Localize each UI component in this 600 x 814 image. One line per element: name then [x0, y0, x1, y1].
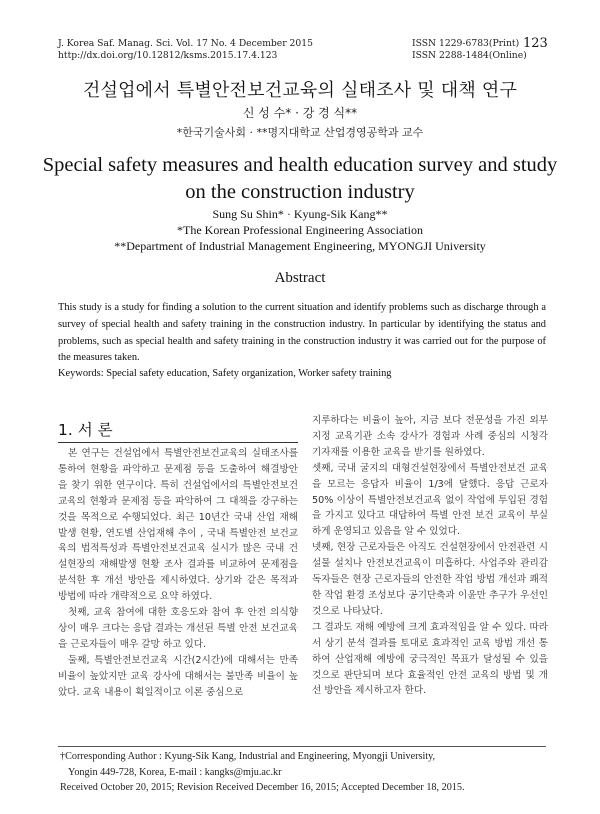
paragraph: 그 결과도 재해 예방에 크게 효과적임을 알 수 있다. 따라서 상기 분석 결과를 토대로 효과적인 교육 방법 개선 통하여 산업재해 예방에 궁극적인 목표가 달성될 수 있을 것으로 판단되며 보다 효율적인 안전 교육의 방법 및 개선 방안을 제시하고자 한다.	[312, 621, 548, 697]
section-heading: 1. 서 론	[58, 421, 113, 439]
english-authors: Sung Su Shin* · Kyung-Sik Kang**	[212, 207, 388, 221]
paragraph: 지루하다는 비율이 높아, 지금 보다 전문성을 가진 외부 지정 교육기관 소속 강사가 경험과 사례 중심의 시청각 기자재를 이용한 교육을 받기를 원하였다.	[312, 415, 548, 458]
paragraph: 둘째, 특별안전보건교육 시간(2시간)에 대해서는 만족 비율이 높았지만 교육 강사에 대해서는 불만족 비율이 높았다. 교육 내용이 획일적이고 이론 중심으로	[58, 654, 298, 698]
paragraph: 첫째, 교육 참여에 대한 호응도와 참여 후 안전 의식향상이 매우 크다는 응답 결과는 개선된 특별 안전 보건교육을 근로자들이 매우 갈망 하고 있다.	[58, 607, 298, 650]
english-affiliation-2: **Department of Industrial Management Engineering, MYONGJI University	[114, 239, 486, 253]
paragraph: 셋째, 국내 굴지의 대형건설현장에서 특별안전보건 교육을 모르는 응답자 비율이 1/3에 달했다. 응답 근로자 50% 이상이 특별안전보건교육 없이 작업에 투입된 경험을 가지고 있다고 대답하여 특별 안전 보건 교육이 부실하게 운영되고 있음을 알 수 있었다.	[312, 462, 548, 538]
paragraph: 넷째, 현장 근로자들은 아직도 건설현장에서 안전관련 시설물 설치나 안전보건교육이 미흡하다. 사업주와 관리감독자들은 현장 근로자들의 안전한 작업 방법 개선과 쾌적한 작업 환경 조성보다 공기단축과 이윤만 추구가 우선인 것으로 나타났다.	[312, 542, 548, 617]
korean-title: 건설업에서 특별안전보건교육의 실태조사 및 대책 연구	[82, 80, 518, 101]
english-affiliation-1: *The Korean Professional Engineering Association	[177, 223, 423, 237]
doi-link[interactable]: http://dx.doi.org/10.12812/ksms.2015.17.4.123	[58, 50, 278, 61]
received-dates: Received October 20, 2015; Revision Received December 16, 2015; Accepted December 18, 2015.	[60, 782, 465, 794]
korean-authors: 신 성 수* · 강 경 식**	[242, 106, 358, 120]
right-column	[312, 413, 548, 699]
keywords: Keywords: Special safety education, Safety organization, Worker safety training	[58, 368, 392, 379]
abstract-text: This study is a study for finding a solution to the current situation and identify problems such as discharge through a survey of special health and safety training in the construction industry. In particular by identifying the status and problems, such as special health and safety training in the construction industry it was carried out for the purpose of the measures taken.	[58, 302, 546, 364]
footnotes	[60, 749, 550, 796]
section-divider	[58, 442, 298, 443]
issn-print: ISSN 1229-6783(Print)	[412, 38, 520, 49]
english-title: Special safety measures and health education survey and study on the construction industry	[42, 154, 558, 203]
issn-online: ISSN 2288-1484(Online)	[412, 50, 527, 61]
journal-citation: J. Korea Saf. Manag. Sci. Vol. 17 No. 4 December 2015	[58, 38, 313, 49]
corresponding-author: †Corresponding Author : Kyung-Sik Kang, Industrial and Engineering, Myongji University,	[60, 751, 436, 762]
footnote-divider	[58, 746, 546, 747]
author-address: Yongin 449-728, Korea, E-mail : kangks@mju.ac.kr	[68, 766, 282, 778]
korean-affiliations: *한국기술사회 · **명지대학교 산업경영공학과 교수	[176, 126, 424, 139]
page-number: 123	[523, 36, 548, 51]
paragraph: 본 연구는 건설업에서 특별안전보건교육의 실태조사를 통하여 현황을 파악하고 문제점 등을 도출하여 해결방안을 찾기 위한 연구이다. 특히 건설업에서의 특별안전보건교육의 현황과 문제점 등을 파악하여 그 대책을 강구하는 것을 목적으로 수행되었다. 최근 10년간 국내 산업 재해발생 현황, 연도별 산업재해 추이 , 국내 특별안전 보건교육의 법적특성과 특별안전보건교육 실시가 많은 국내 건설현장의 재해발생 현황 조사 결과를 비교하여 문제점을 분석한 후 개선 방안을 제시하였다. 상기와 같은 목적과 방법에 따라 개략적으로 요약 하였다.	[58, 448, 298, 603]
abstract-heading: Abstract	[274, 270, 326, 286]
left-column	[58, 446, 298, 701]
